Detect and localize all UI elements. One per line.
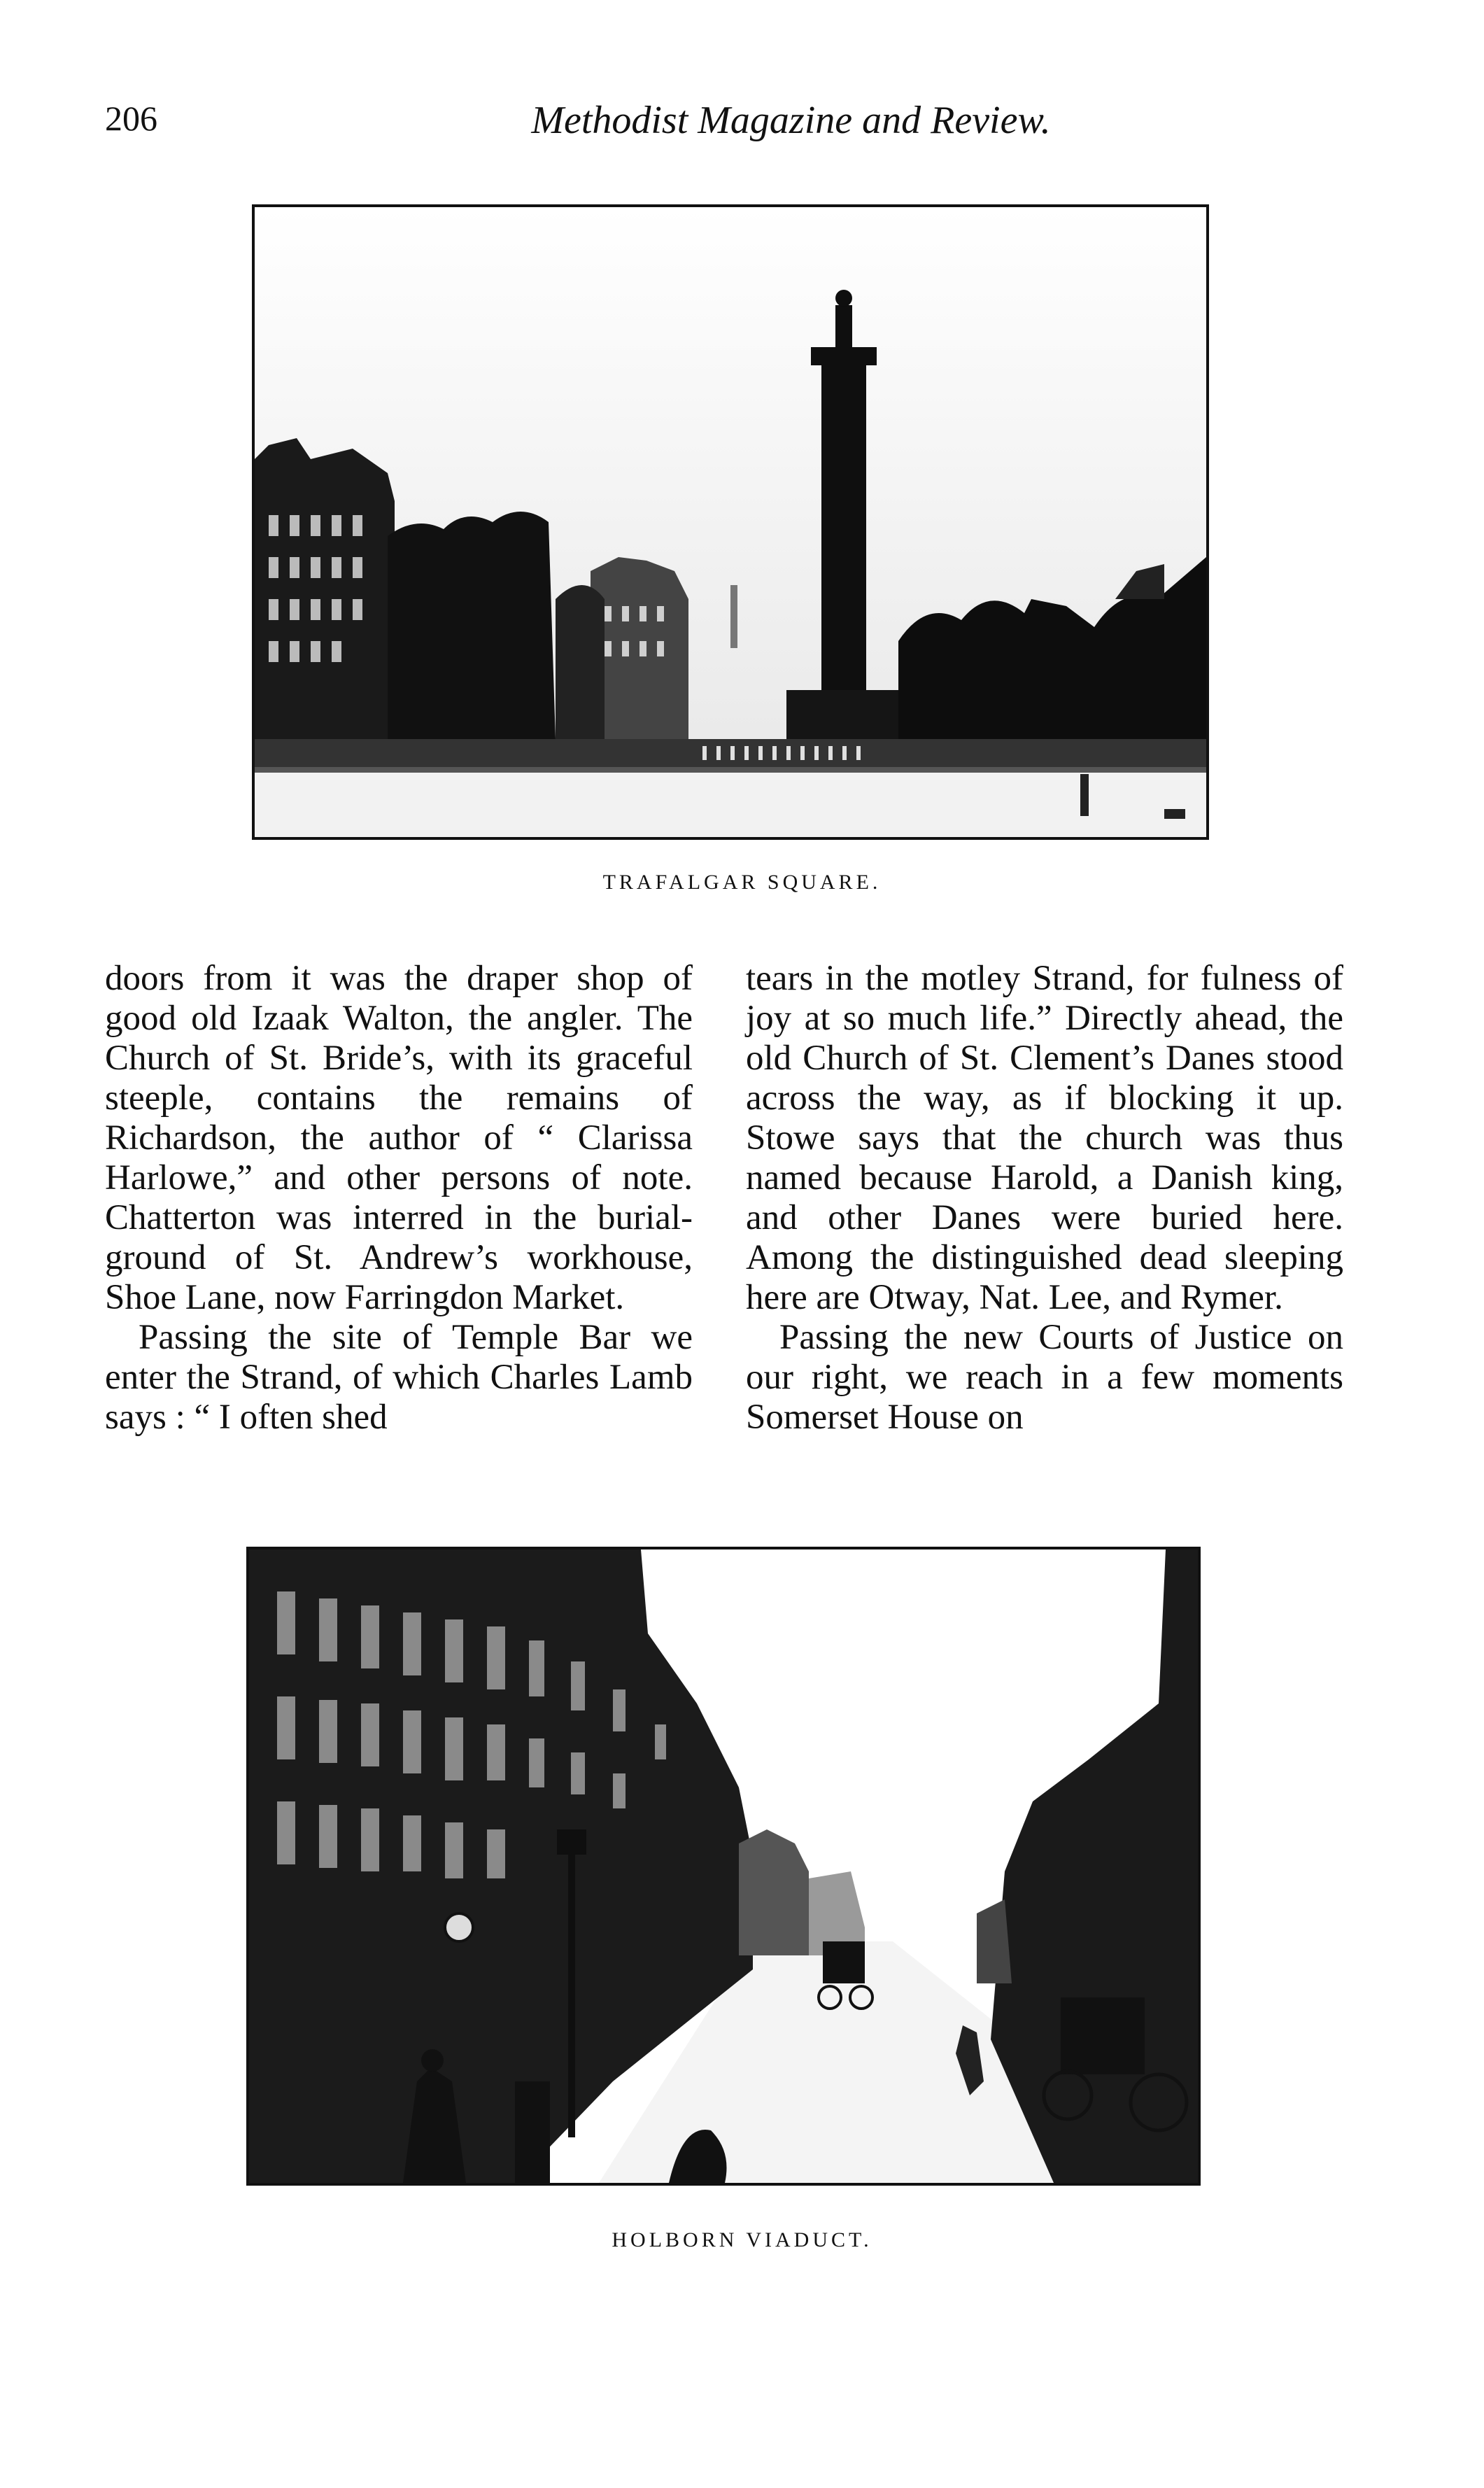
running-title: Methodist Magazine and Review. [531,99,1051,142]
figure-holborn-viaduct [246,1547,1201,2186]
holborn-viaduct-photo [249,1549,1198,2183]
figure-trafalgar-square [252,204,1209,840]
page-number: 206 [105,99,157,138]
trafalgar-square-photo [255,207,1206,837]
paragraph: doors from it was the draper shop of good old Izaak Walton, the angler. The Church of St. Bride’s, with its graceful steeple, contains the remains of Richardson, the author of “ Clarissa Harlowe,” and other persons of note. Chatterton was interred in the burial-ground of St. Andrew’s workhouse, Shoe Lane, now Farringdon Market. [105,959,693,1317]
paragraph: Passing the site of Temple Bar we enter the Strand, of which Charles Lamb says : “ I often shed [105,1318,693,1437]
paragraph: Passing the new Courts of Justice on our right, we reach in a few moments Somerset House on [746,1318,1343,1437]
paragraph: tears in the motley Strand, for fulness of joy at so much life.” Directly ahead, the old Church of St. Clement’s Danes stood across the way, as if blocking it up. Stowe says that the church was thus named because Harold, a Danish king, and other Danes were buried here. Among the distinguished dead sleeping here are Otway, Nat. Lee, and Rymer. [746,959,1343,1317]
figure-caption: TRAFALGAR SQUARE. [602,871,882,894]
text-column-right [746,959,1343,1438]
figure-caption: HOLBORN VIADUCT. [612,2228,872,2251]
text-column-left [105,959,693,1438]
